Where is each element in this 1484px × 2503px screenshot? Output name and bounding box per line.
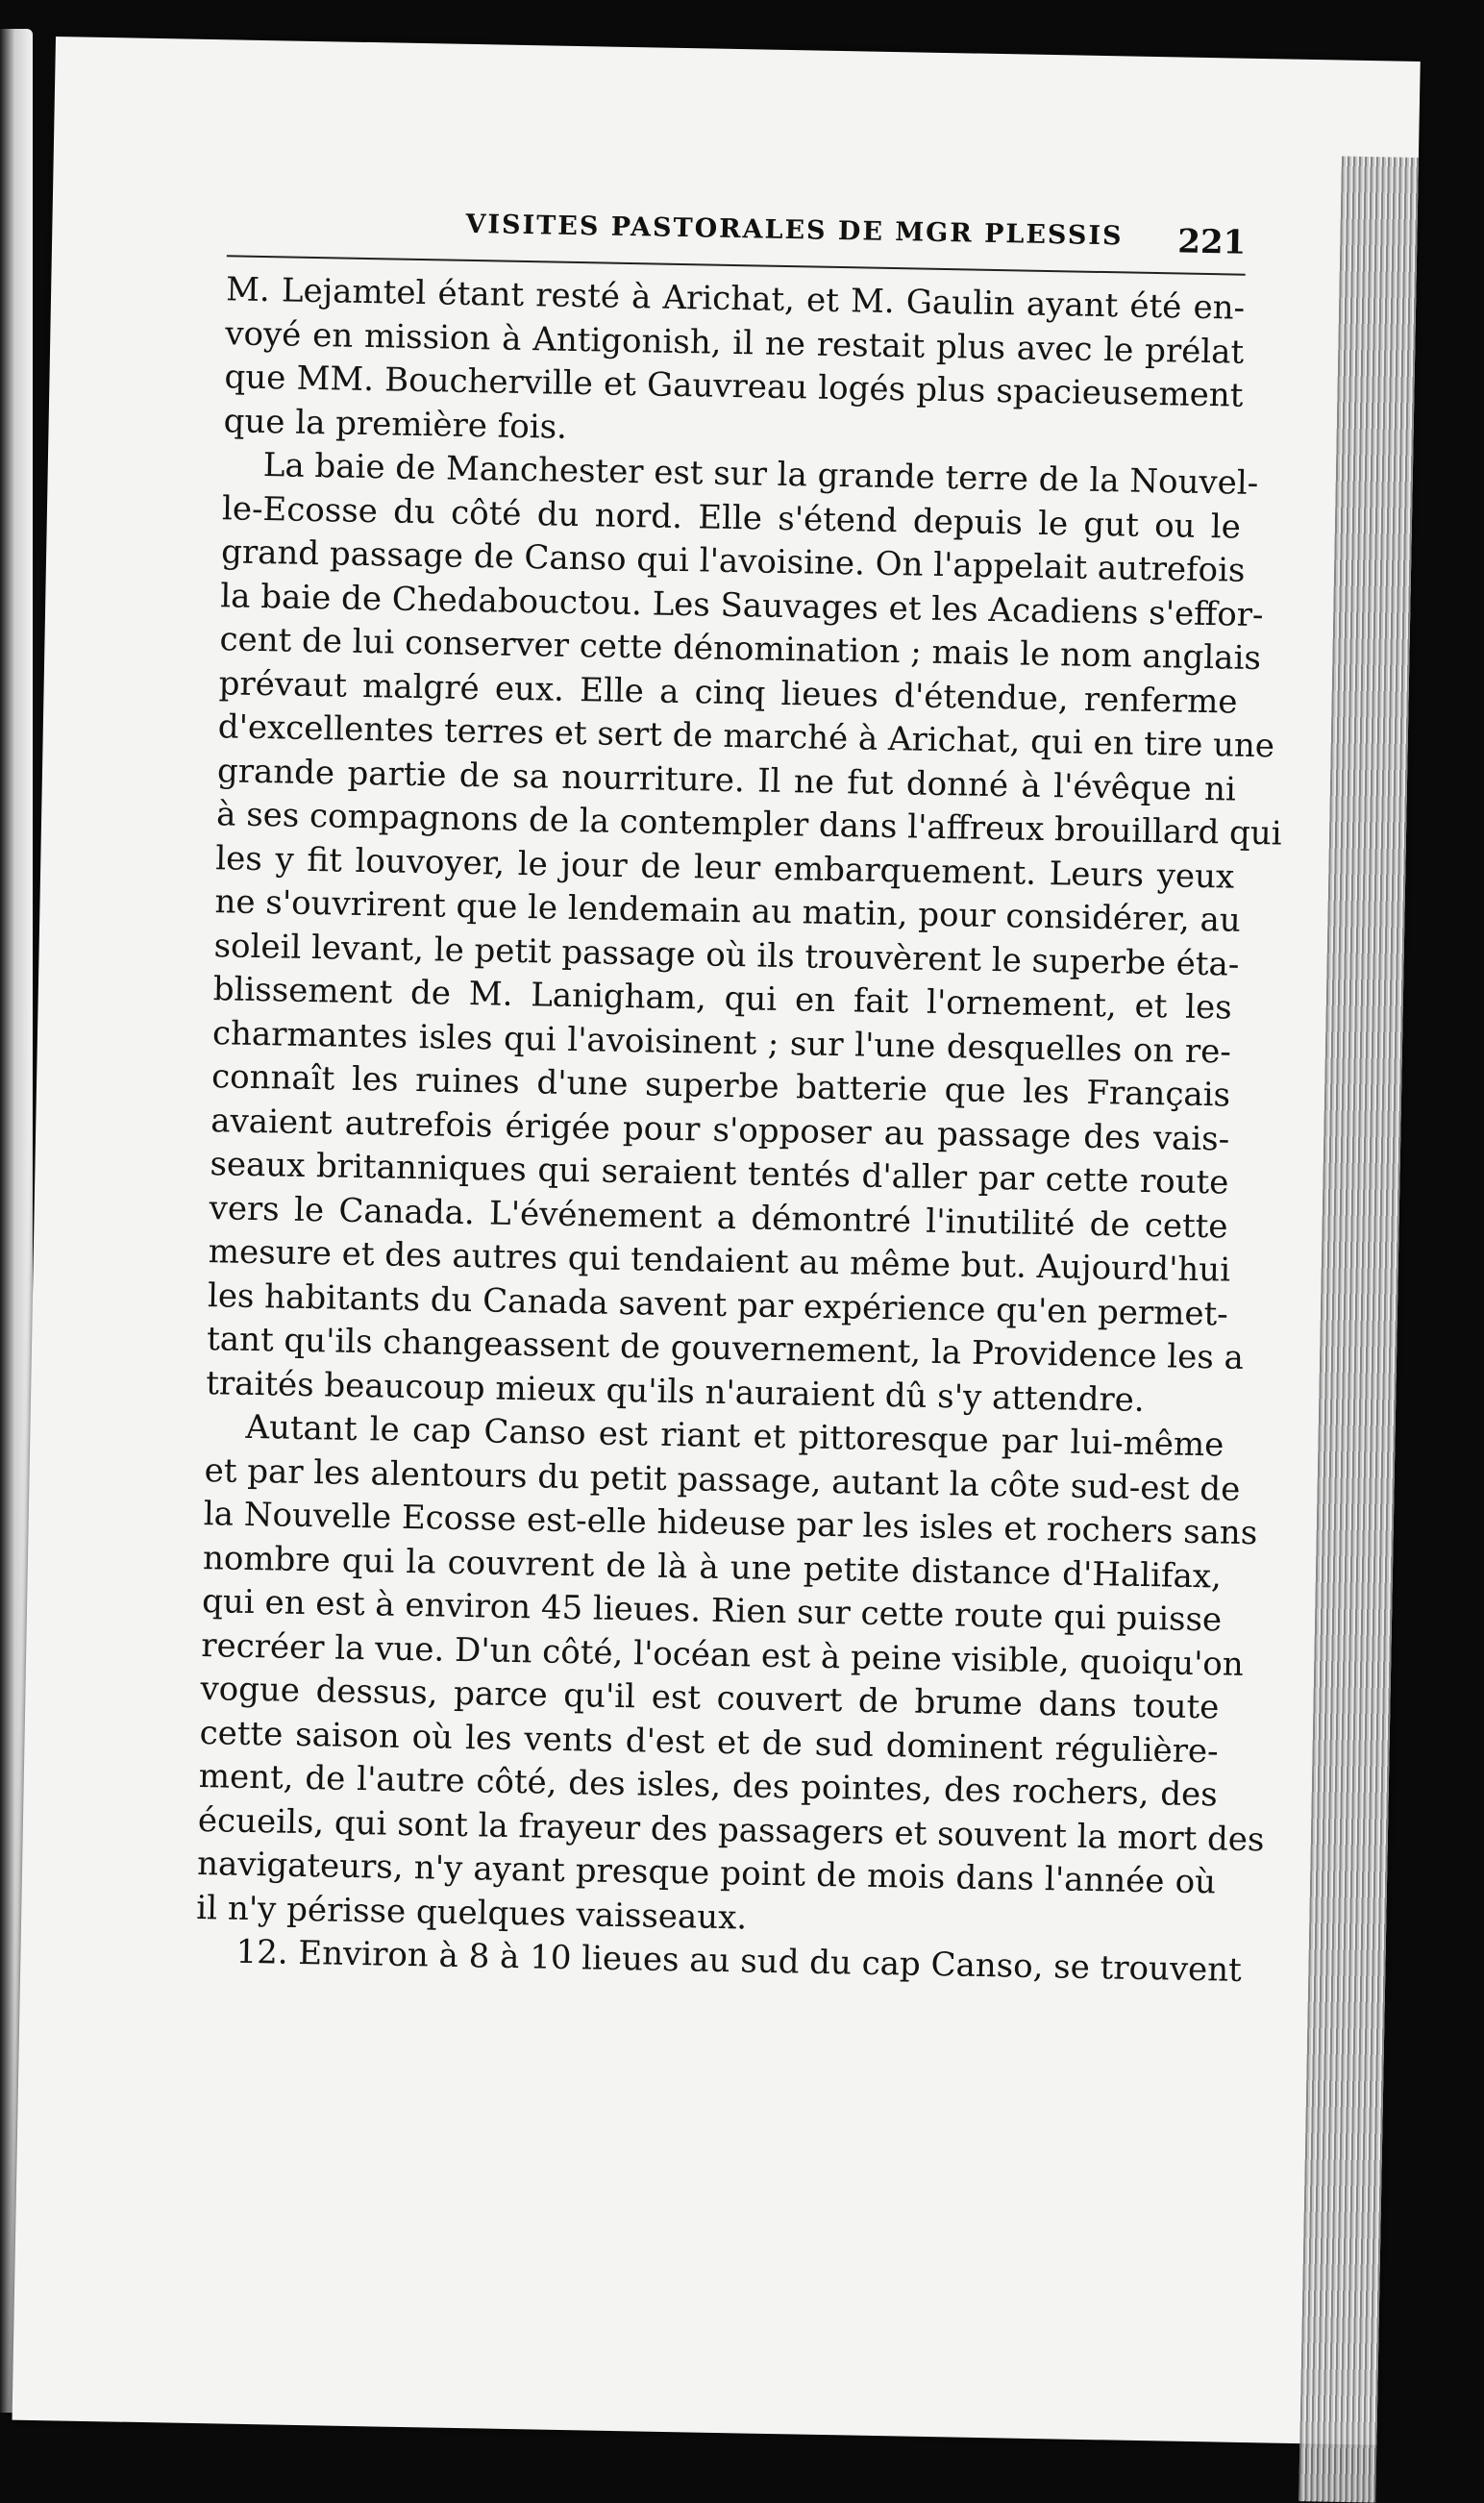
text-line: prévaut malgré eux. Elle a cinq lieues d'étendue, renferme [218,663,1238,722]
body-text [195,268,1282,1993]
text-line: le-Ecosse du côté du nord. Elle s'étend depuis le gut ou le [221,488,1242,547]
text-line: la baie de Chedabouctou. Les Sauvages et les Acadiens s'effor- [220,576,1264,634]
text-line: charmantes isles qui l'avoisinent ; sur l'une desquelles on re- [211,1013,1232,1072]
text-line: ment, de l'autre côté, des isles, des pointes, des rochers, des [198,1757,1219,1815]
text-line: d'excellentes terres et sert de marché à Arichat, qui en tire une [217,707,1275,766]
text-line: recréer la vue. D'un côté, l'océan est à peine visible, quoiqu'on [200,1625,1245,1684]
text-line: grande partie de sa nourriture. Il ne fut donné à l'évêque ni [216,751,1237,809]
book-page [12,37,1421,2445]
text-line: voyé en mission à Antigonish, il ne restait plus avec le prélat [225,313,1245,372]
text-line: à ses compagnons de la contempler dans l'affreux brouillard qui [215,795,1282,854]
text-line: M. Lejamtel étant resté à Arichat, et M. Gaulin ayant été en- [225,270,1246,328]
text-line: qui en est à environ 45 lieues. Rien sur cette route qui puisse [201,1582,1223,1640]
text-line: soleil levant, le petit passage où ils trouvèrent le superbe éta- [213,926,1240,984]
text-line: que la première fois. [223,401,568,447]
text-line: avaient autrefois érigée pour s'opposer au passage des vais- [210,1101,1230,1159]
text-line: mesure et des autres qui tendaient au même but. Aujourd'hui [208,1232,1231,1290]
running-title: VISITES PASTORALES DE MGR PLESSIS [465,209,1124,252]
text-line: il n'y périsse quelques vaisseaux. [195,1888,748,1938]
text-line: ne s'ouvrirent que le lendemain au matin, pour considérer, au [214,882,1242,940]
text-line: tant qu'ils changeassent de gouvernement, la Providence les a [206,1320,1245,1377]
text-line: blissement de M. Lanigham, qui en fait l'ornement, et les [212,970,1233,1028]
text-line: que MM. Boucherville et Gauvreau logés plus spacieusement [224,358,1244,415]
page-number: 221 [1176,222,1247,262]
page-stack-edge [1298,157,1419,2503]
text-line: vogue dessus, parce qu'il est couvert de brume dans toute [200,1670,1220,1727]
running-head [228,205,1247,262]
text-line: 12. Environ à 8 à 10 lieues au sud du cap Canso, se trouvent [235,1932,1243,1990]
text-line: cent de lui conserver cette dénomination ; mais le nom anglais [219,620,1262,679]
text-line: Autant le cap Canso est riant et pittoresque par lui-même [245,1407,1224,1465]
text-line: seaux britanniques qui seraient tentés d'aller par cette route [210,1145,1229,1202]
text-line: les y fit louvoyer, le jour de leur embarquement. Leurs yeux [214,838,1235,897]
text-line: navigateurs, n'y ayant presque point de mois dans l'année où [196,1845,1217,1902]
text-line: La baie de Manchester est sur la grande terre de la Nouvel- [262,446,1259,504]
text-line: la Nouvelle Ecosse est-elle hideuse par les isles et rochers sans [203,1495,1258,1553]
text-line: connaît les ruines d'une superbe batterie que les Français [210,1057,1231,1115]
text-line: traités beaucoup mieux qu'ils n'auraient dû s'y attendre. [205,1363,1145,1420]
text-line: les habitants du Canada savent par expérience qu'en permet- [207,1276,1229,1334]
text-line: cette saison où les vents d'est et de sud dominent régulière- [199,1713,1219,1771]
text-line: vers le Canada. L'événement a démontré l'inutilité de cette [209,1188,1228,1247]
text-line: et par les alentours du petit passage, autant la côte sud-est de [204,1450,1241,1509]
text-line: nombre qui la couvrent de là à une petite distance d'Halifax, [202,1538,1223,1596]
text-line: écueils, qui sont la frayeur des passagers et souvent la mort des [197,1800,1265,1859]
text-line: grand passage de Canso qui l'avoisine. On l'appelait autrefois [220,533,1246,590]
